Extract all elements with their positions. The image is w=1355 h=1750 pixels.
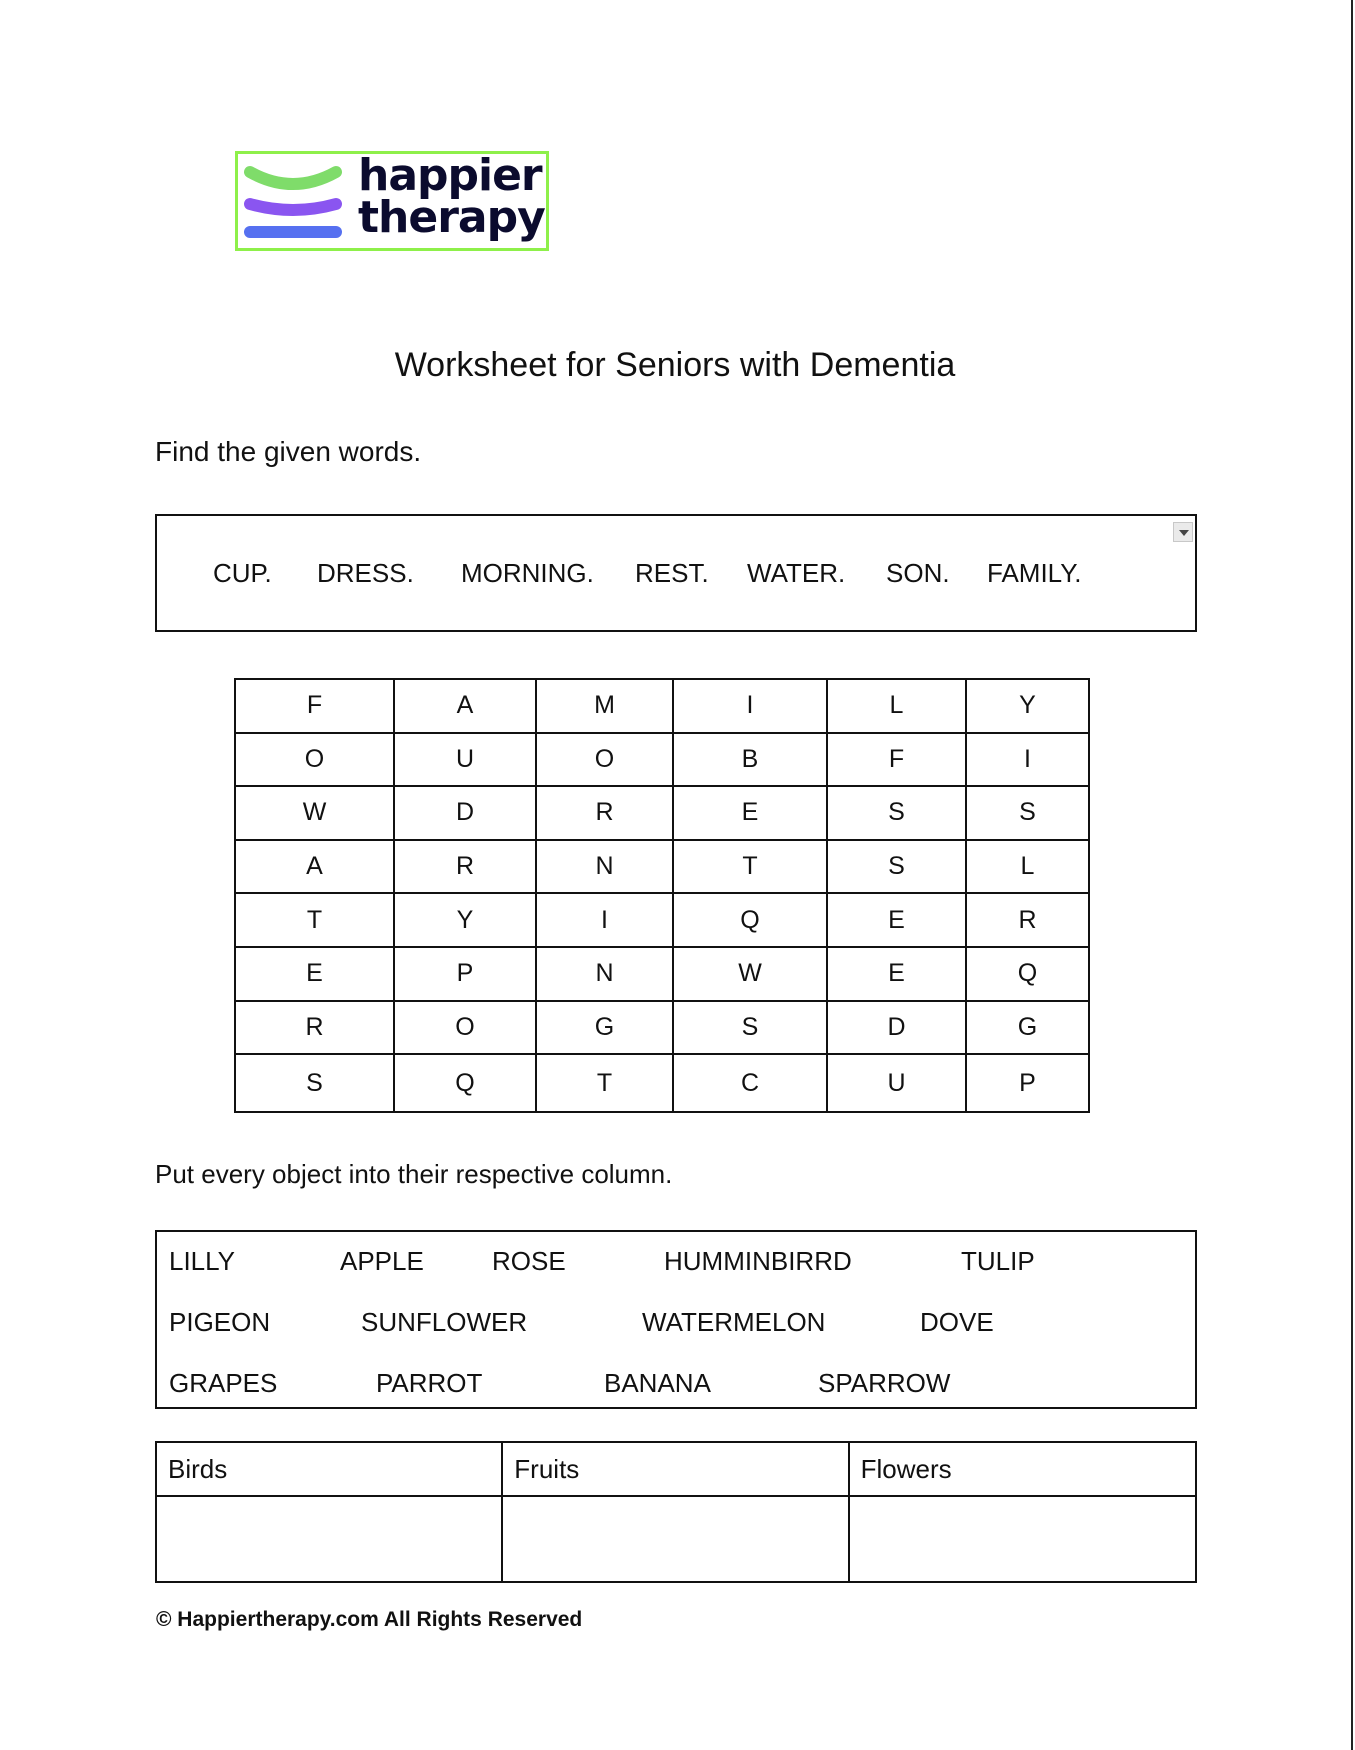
grid-cell: S <box>827 840 966 894</box>
grid-cell: P <box>394 947 536 1001</box>
word-item: MORNING. <box>461 558 594 588</box>
grid-cell: G <box>536 1001 673 1055</box>
grid-cell: I <box>536 893 673 947</box>
grid-cell: E <box>235 947 394 1001</box>
object-item: GRAPES <box>169 1368 278 1398</box>
birds-answer-cell[interactable] <box>156 1496 502 1582</box>
word-item: SON. <box>886 558 950 588</box>
grid-cell: O <box>536 733 673 787</box>
flowers-answer-cell[interactable] <box>849 1496 1196 1582</box>
grid-row <box>235 840 1089 894</box>
grid-row <box>235 679 1089 733</box>
object-item: HUMMINBIRRD <box>664 1246 852 1276</box>
grid-cell: E <box>673 786 827 840</box>
category-header-flowers: Flowers <box>849 1442 1196 1496</box>
grid-cell: L <box>966 840 1089 894</box>
grid-cell: W <box>673 947 827 1001</box>
instruction-find-words: Find the given words. <box>155 436 422 467</box>
grid-cell: W <box>235 786 394 840</box>
grid-cell: Q <box>966 947 1089 1001</box>
page-title: Worksheet for Seniors with Dementia <box>394 346 956 384</box>
grid-cell: T <box>536 1054 673 1112</box>
category-header-row <box>156 1442 1196 1496</box>
fruits-answer-cell[interactable] <box>502 1496 848 1582</box>
grid-cell: U <box>827 1054 966 1112</box>
happier-therapy-logo <box>235 151 549 251</box>
grid-cell: T <box>673 840 827 894</box>
grid-row <box>235 1054 1089 1112</box>
grid-cell: N <box>536 840 673 894</box>
word-search-grid <box>234 678 1090 1113</box>
grid-cell: F <box>827 733 966 787</box>
grid-cell: E <box>827 893 966 947</box>
grid-row <box>235 1001 1089 1055</box>
logo-text-happier: happier <box>358 150 542 201</box>
grid-cell: B <box>673 733 827 787</box>
word-item: FAMILY. <box>987 558 1082 588</box>
grid-cell: D <box>394 786 536 840</box>
object-item: BANANA <box>604 1368 711 1398</box>
category-header-fruits: Fruits <box>502 1442 848 1496</box>
grid-cell: R <box>966 893 1089 947</box>
object-item: PIGEON <box>169 1307 271 1337</box>
grid-row <box>235 786 1089 840</box>
grid-cell: Q <box>673 893 827 947</box>
word-list-box <box>155 514 1197 632</box>
grid-cell: D <box>827 1001 966 1055</box>
chevron-down-icon[interactable] <box>1173 522 1193 542</box>
category-answer-row <box>156 1496 1196 1582</box>
grid-cell: N <box>536 947 673 1001</box>
grid-cell: U <box>394 733 536 787</box>
grid-cell: E <box>827 947 966 1001</box>
grid-cell: A <box>235 840 394 894</box>
grid-cell: S <box>827 786 966 840</box>
grid-cell: I <box>673 679 827 733</box>
grid-cell: O <box>235 733 394 787</box>
grid-cell: Y <box>966 679 1089 733</box>
object-item: ROSE <box>492 1246 566 1276</box>
grid-cell: Y <box>394 893 536 947</box>
grid-row <box>235 947 1089 1001</box>
object-item: PARROT <box>376 1368 483 1398</box>
category-header-birds: Birds <box>156 1442 502 1496</box>
object-item: SUNFLOWER <box>361 1307 528 1337</box>
grid-cell: S <box>966 786 1089 840</box>
object-item: SPARROW <box>818 1368 951 1398</box>
object-item: APPLE <box>340 1246 424 1276</box>
grid-cell: L <box>827 679 966 733</box>
objects-list-box <box>155 1230 1197 1409</box>
grid-cell: I <box>966 733 1089 787</box>
grid-cell: C <box>673 1054 827 1112</box>
grid-cell: M <box>536 679 673 733</box>
object-item: DOVE <box>920 1307 994 1337</box>
grid-cell: G <box>966 1001 1089 1055</box>
grid-cell: F <box>235 679 394 733</box>
word-item: DRESS. <box>317 558 414 588</box>
page-edge <box>1351 0 1353 1750</box>
logo-text-therapy: therapy <box>358 192 545 243</box>
object-item: WATERMELON <box>642 1307 826 1337</box>
grid-cell: S <box>235 1054 394 1112</box>
grid-cell: A <box>394 679 536 733</box>
word-item: CUP. <box>213 558 272 588</box>
grid-cell: P <box>966 1054 1089 1112</box>
word-item: REST. <box>635 558 709 588</box>
object-item: LILLY <box>169 1246 236 1276</box>
grid-cell: R <box>536 786 673 840</box>
word-item: WATER. <box>747 558 846 588</box>
copyright-footer: © Happiertherapy.com All Rights Reserved <box>156 1608 583 1631</box>
grid-cell: Q <box>394 1054 536 1112</box>
grid-row <box>235 893 1089 947</box>
grid-row <box>235 733 1089 787</box>
grid-cell: O <box>394 1001 536 1055</box>
grid-cell: R <box>235 1001 394 1055</box>
object-item: TULIP <box>961 1246 1035 1276</box>
grid-cell: R <box>394 840 536 894</box>
grid-cell: T <box>235 893 394 947</box>
grid-cell: S <box>673 1001 827 1055</box>
logo-bars-icon <box>242 160 344 246</box>
category-table <box>155 1441 1197 1583</box>
instruction-sort-objects: Put every object into their respective column. <box>155 1159 673 1189</box>
